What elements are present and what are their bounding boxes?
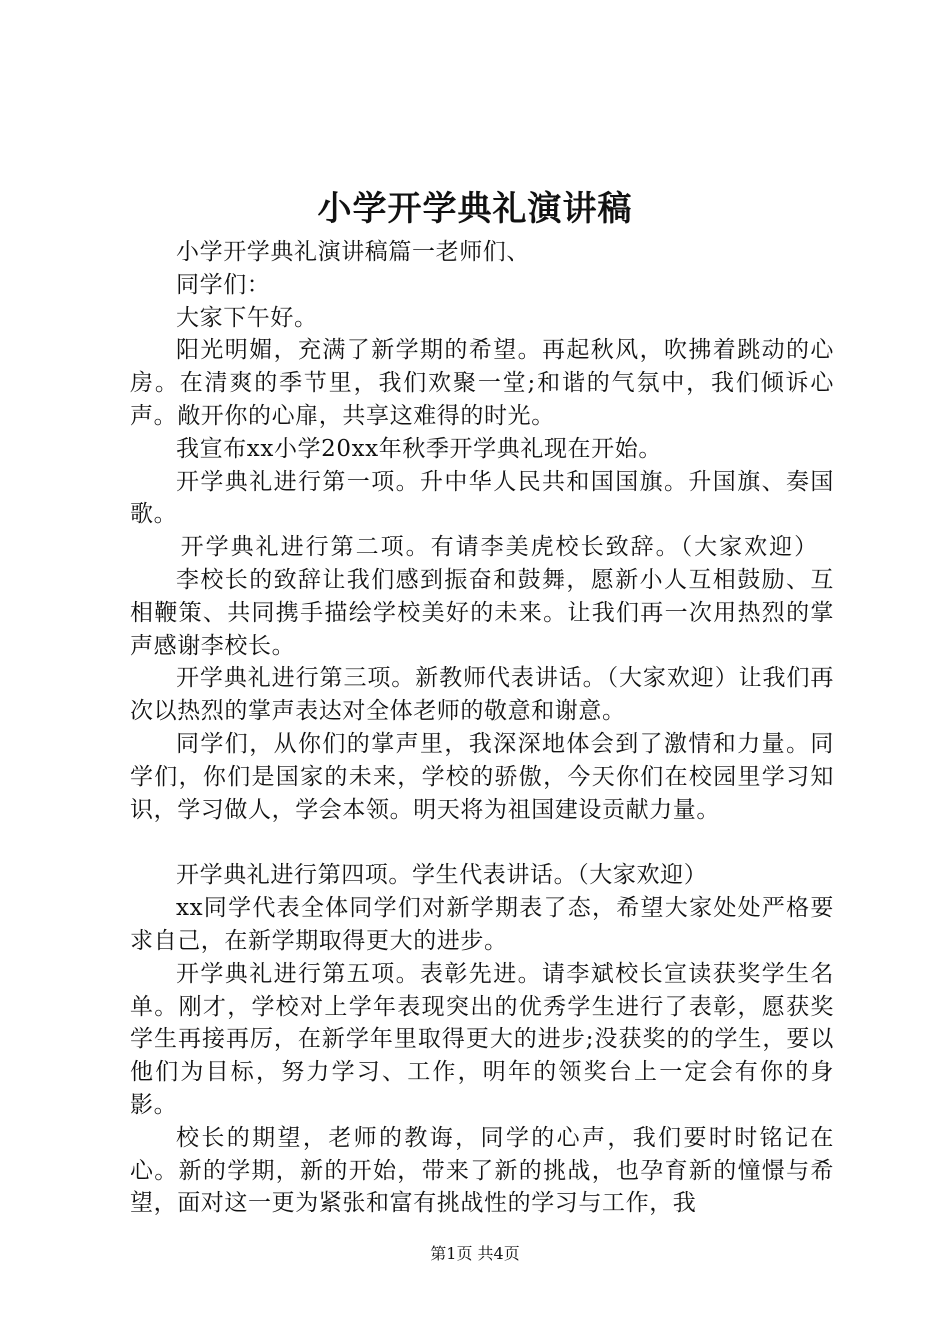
paragraph: 开学典礼进行第一项。升中华人民共和国国旗。升国旗、奏国歌。 bbox=[130, 468, 834, 528]
paragraph: 李校长的致辞让我们感到振奋和鼓舞，愿新小人互相鼓励、互相鞭策、共同携手描绘学校美好的未来。让我们再一次用热烈的掌声感谢李校长。 bbox=[130, 566, 834, 659]
paragraph: 阳光明媚，充满了新学期的希望。再起秋风，吹拂着跳动的心房。在清爽的季节里，我们欢聚一堂;和谐的气氛中，我们倾诉心声。敞开你的心扉，共享这难得的时光。 bbox=[130, 337, 834, 429]
paragraph: 我宣布xx小学20xx年秋季开学典礼现在开始。 bbox=[176, 435, 662, 462]
paragraph: 同学们： bbox=[176, 271, 271, 298]
paragraph: 小学开学典礼演讲稿篇一老师们、 bbox=[176, 239, 530, 265]
paragraph: 同学们，从你们的掌声里，我深深地体会到了激情和力量。同学们，你们是国家的未来，学校的骄傲，今天你们在校园里学习知识，学习做人，学会本领。明天将为祖国建设贡献力量。 bbox=[130, 730, 834, 823]
document-body bbox=[130, 236, 834, 1220]
paragraph: 开学典礼进行第五项。表彰先进。请李斌校长宣读获奖学生名单。刚才，学校对上学年表现突出的优秀学生进行了表彰，愿获奖学生再接再厉，在新学年里取得更大的进步;没获奖的的学生，要以他们为目标，努力学习、工作，明年的领奖台上一定会有你的身影。 bbox=[130, 960, 834, 1118]
page-number-footer: 第1页 共4页 bbox=[430, 1244, 520, 1263]
paragraph: 开学典礼进行第三项。新教师代表讲话。（大家欢迎）让我们再次以热烈的掌声表达对全体老师的敬意和谢意。 bbox=[130, 665, 834, 725]
paragraph: 开学典礼进行第二项。有请李美虎校长致辞。（大家欢迎） bbox=[180, 534, 820, 561]
paragraph: 开学典礼进行第四项。学生代表讲话。（大家欢迎） bbox=[176, 862, 708, 889]
paragraph: 校长的期望，老师的教诲，同学的心声，我们要时时铭记在心。新的学期，新的开始，带来了新的挑战，也孕育新的憧憬与希望，面对这一更为紧张和富有挑战性的学习与工作，我 bbox=[130, 1124, 834, 1217]
paragraph: xx同学代表全体同学们对新学期表了态，希望大家处处严格要求自己，在新学期取得更大的进步。 bbox=[130, 895, 834, 954]
paragraph: 大家下午好。 bbox=[176, 304, 318, 331]
document-title: 小学开学典礼演讲稿 bbox=[317, 189, 633, 229]
